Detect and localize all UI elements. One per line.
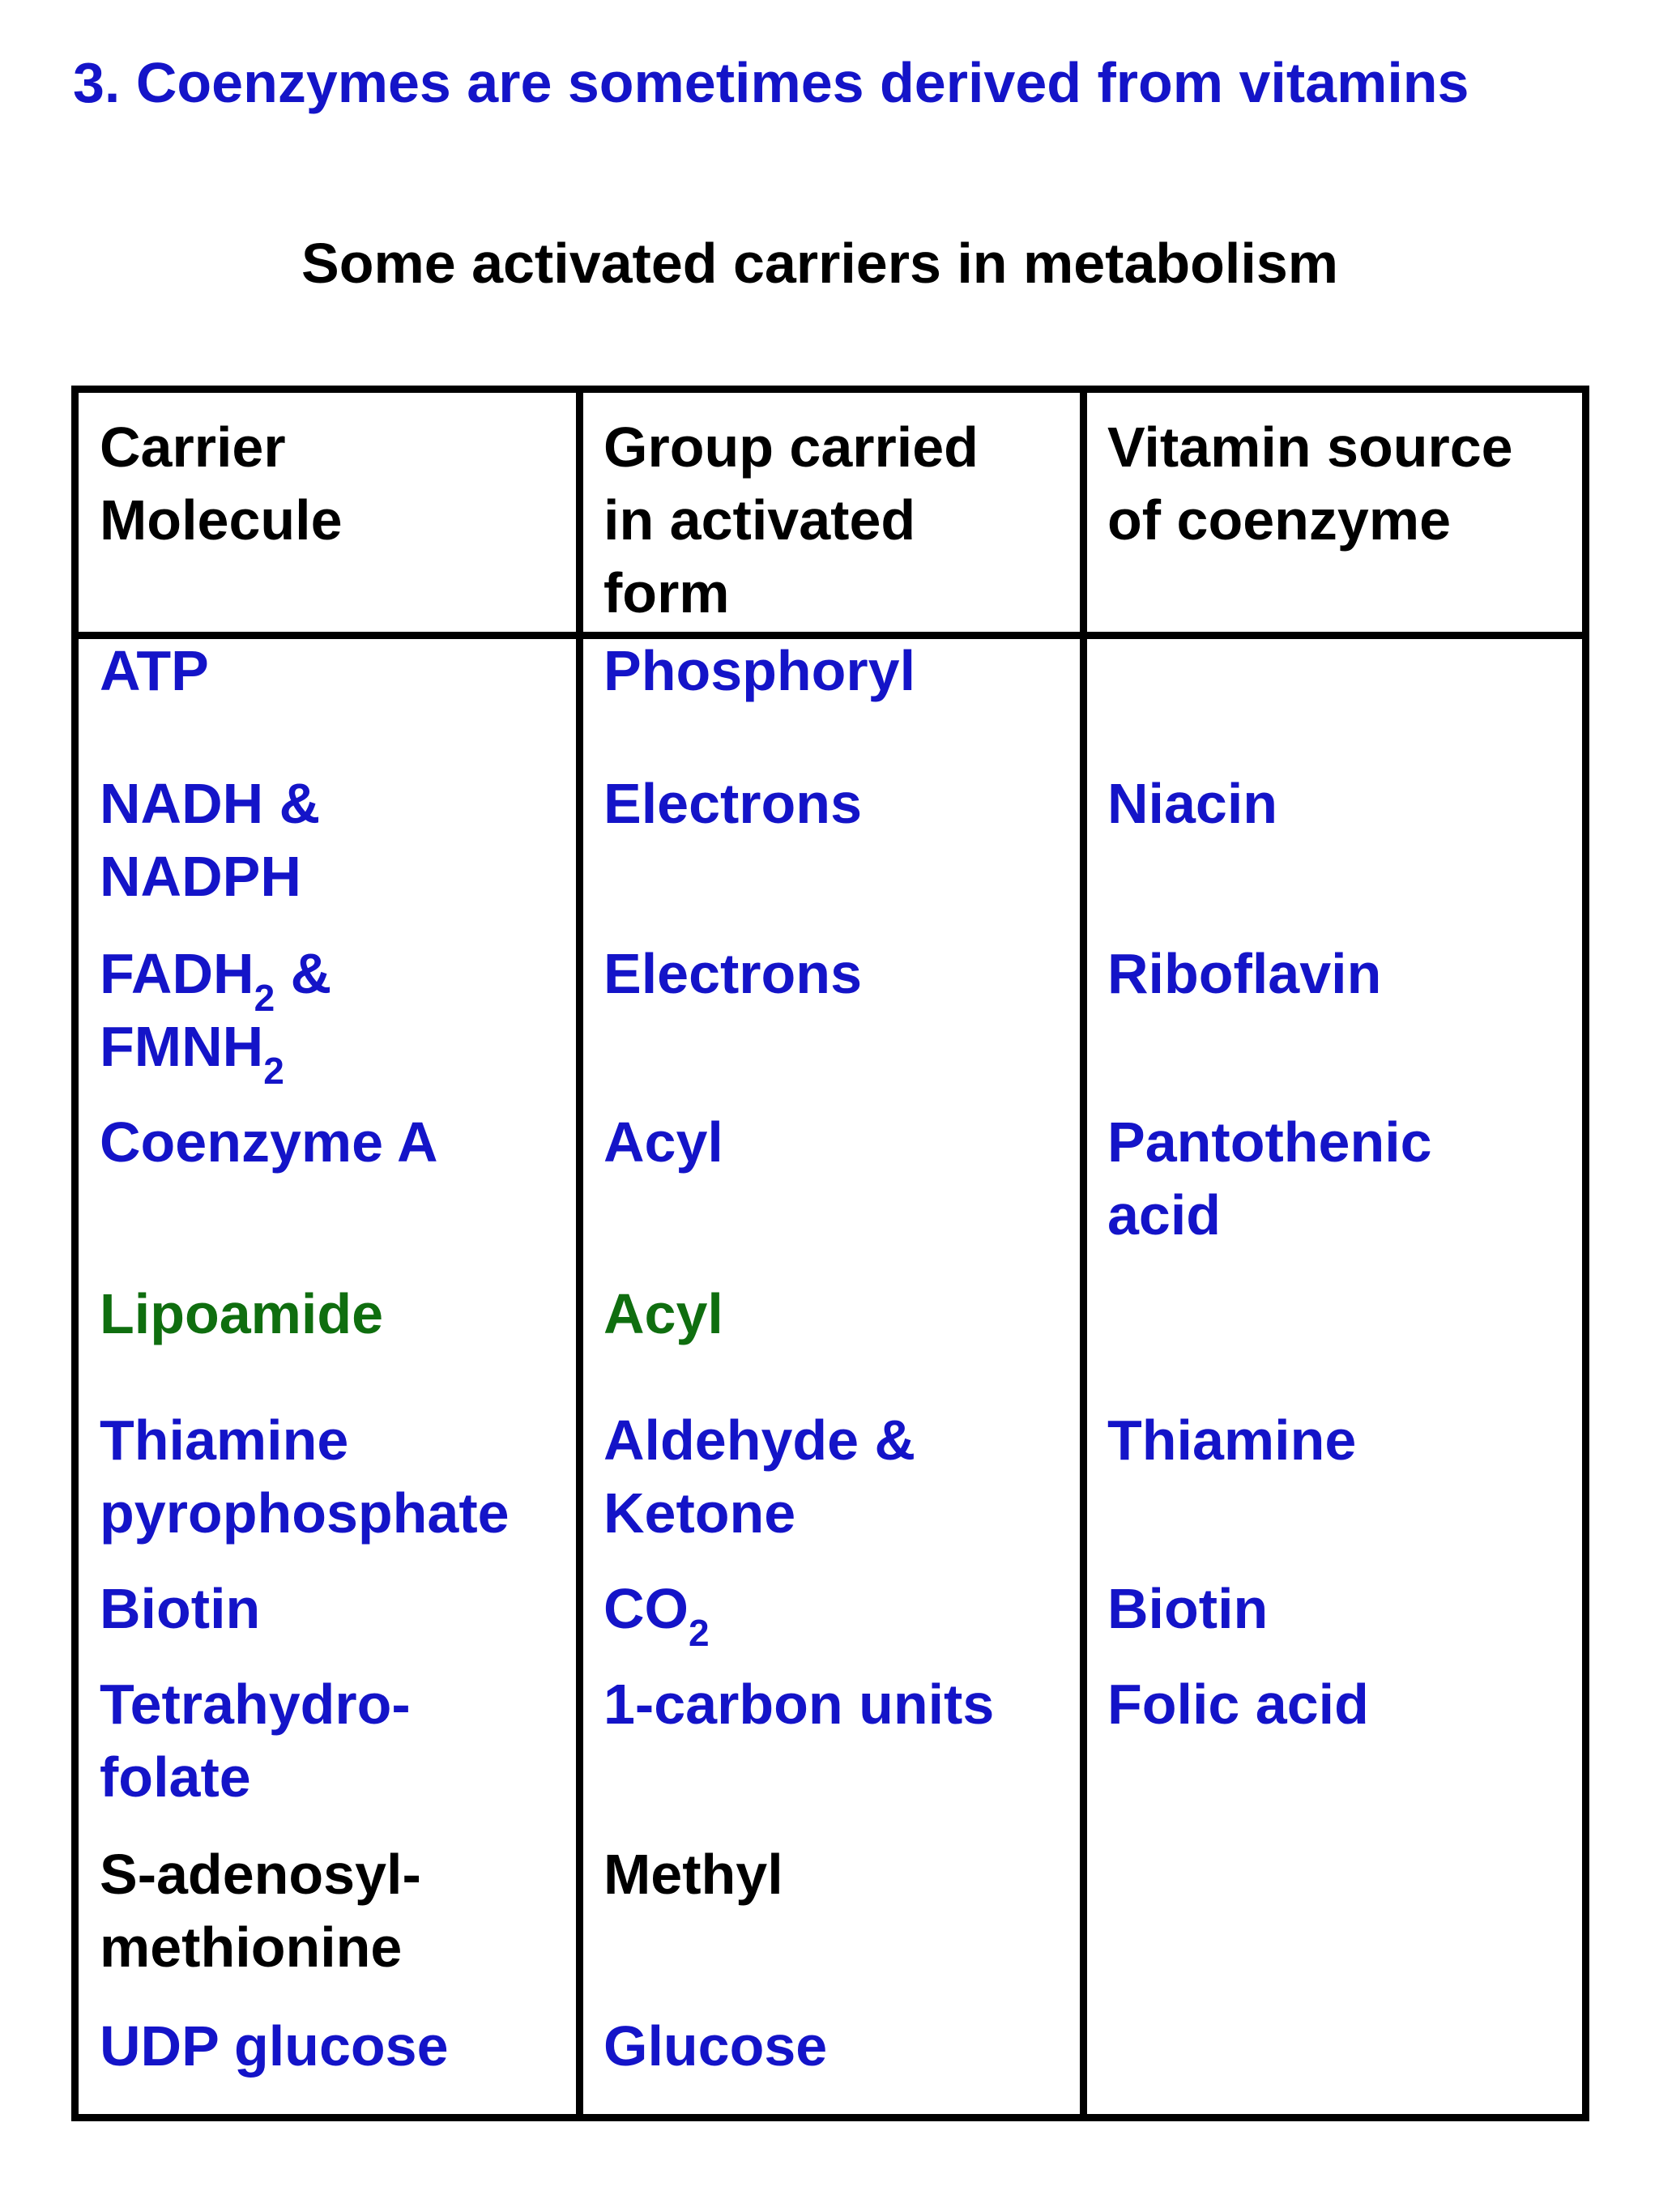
cell-line: Thiamine: [1107, 1409, 1357, 1472]
cell-line: Biotin: [1107, 1577, 1269, 1640]
vitamin-cell: [1107, 937, 1381, 1010]
cell-line: Methyl: [603, 1843, 783, 1906]
carrier-cell: [100, 1572, 260, 1645]
carrier-cell: [100, 937, 332, 1092]
cell-line: Biotin: [100, 1577, 261, 1640]
vitamin-cell: [1107, 1668, 1369, 1741]
cell-line: Acyl: [603, 1110, 723, 1174]
cell-line: Electrons: [603, 772, 862, 835]
cell-line: [603, 1572, 710, 1654]
cell-line: Riboflavin: [1107, 942, 1382, 1005]
cell-line: [100, 937, 332, 1019]
cell-line: UDP glucose: [100, 2014, 449, 2078]
cell-line: Group carried: [603, 416, 979, 479]
cell-line: Coenzyme A: [100, 1110, 438, 1174]
vitamin-cell: [1107, 1572, 1268, 1645]
cell-text: FMNH: [100, 1015, 264, 1078]
cell-line: Aldehyde &: [603, 1409, 916, 1472]
cell-text: FADH: [100, 942, 254, 1005]
cell-line: 1-carbon units: [603, 1673, 995, 1736]
cell-line: pyrophosphate: [100, 1481, 510, 1545]
vitamin-cell: [1107, 1404, 1356, 1477]
carrier-cell: [100, 767, 320, 913]
cell-line: Ketone: [603, 1481, 796, 1545]
group-cell: [603, 1404, 915, 1549]
group-cell: [603, 2010, 827, 2082]
group-cell: [603, 634, 915, 707]
table-caption: Some activated carriers in metabolism: [301, 232, 1338, 295]
group-cell: [603, 1572, 710, 1654]
carrier-cell: [100, 1404, 510, 1549]
cell-line: Thiamine: [100, 1409, 349, 1472]
cell-line: [100, 1010, 331, 1092]
cell-line: in activated: [603, 488, 916, 552]
group-cell: [603, 937, 862, 1010]
cell-line: ATP: [100, 639, 209, 702]
carrier-cell: [100, 634, 209, 707]
column-divider: [576, 393, 583, 2114]
cell-line: methionine: [100, 1916, 403, 1979]
cell-line: Folic acid: [1107, 1673, 1369, 1736]
cell-line: Pantothenic: [1107, 1110, 1432, 1174]
vitamin-header: [1107, 411, 1513, 556]
carrier-cell: [100, 2010, 449, 2082]
cell-line: Carrier: [100, 416, 286, 479]
group-header: [603, 411, 979, 629]
cell-line: Tetrahydro-: [100, 1673, 411, 1736]
cell-line: Lipoamide: [100, 1282, 384, 1345]
group-cell: [603, 767, 862, 840]
carrier-cell: [100, 1106, 438, 1178]
cell-line: Glucose: [603, 2014, 828, 2078]
subscript: 2: [254, 977, 275, 1019]
cell-text: CO: [603, 1577, 689, 1640]
vitamin-cell: [1107, 1106, 1432, 1251]
cell-line: Electrons: [603, 942, 862, 1005]
group-cell: [603, 1668, 994, 1741]
subscript: 2: [689, 1612, 710, 1654]
column-divider: [1080, 393, 1087, 2114]
cell-line: Niacin: [1107, 772, 1278, 835]
group-cell: [603, 1106, 723, 1178]
cell-line: Vitamin source: [1107, 416, 1513, 479]
cell-line: Phosphoryl: [603, 639, 916, 702]
subscript: 2: [263, 1050, 284, 1092]
cell-line: Molecule: [100, 488, 343, 552]
cell-line: Acyl: [603, 1282, 723, 1345]
cell-line: of coenzyme: [1107, 488, 1451, 552]
slide-title: 3. Coenzymes are sometimes derived from vitamins: [73, 51, 1469, 114]
group-cell: [603, 1838, 783, 1911]
carrier-cell: [100, 1668, 411, 1813]
cell-line: NADH &: [100, 772, 321, 835]
cell-line: form: [603, 561, 730, 624]
cell-text: &: [275, 942, 332, 1005]
cell-line: NADPH: [100, 845, 301, 908]
carrier-cell: [100, 1277, 383, 1350]
group-cell: [603, 1277, 723, 1350]
carrier-header: [100, 411, 343, 556]
carrier-cell: [100, 1838, 421, 1984]
cell-line: folate: [100, 1745, 251, 1809]
carrier-table: [71, 386, 1589, 2121]
vitamin-cell: [1107, 767, 1277, 840]
cell-line: S-adenosyl-: [100, 1843, 421, 1906]
cell-line: acid: [1107, 1183, 1222, 1247]
